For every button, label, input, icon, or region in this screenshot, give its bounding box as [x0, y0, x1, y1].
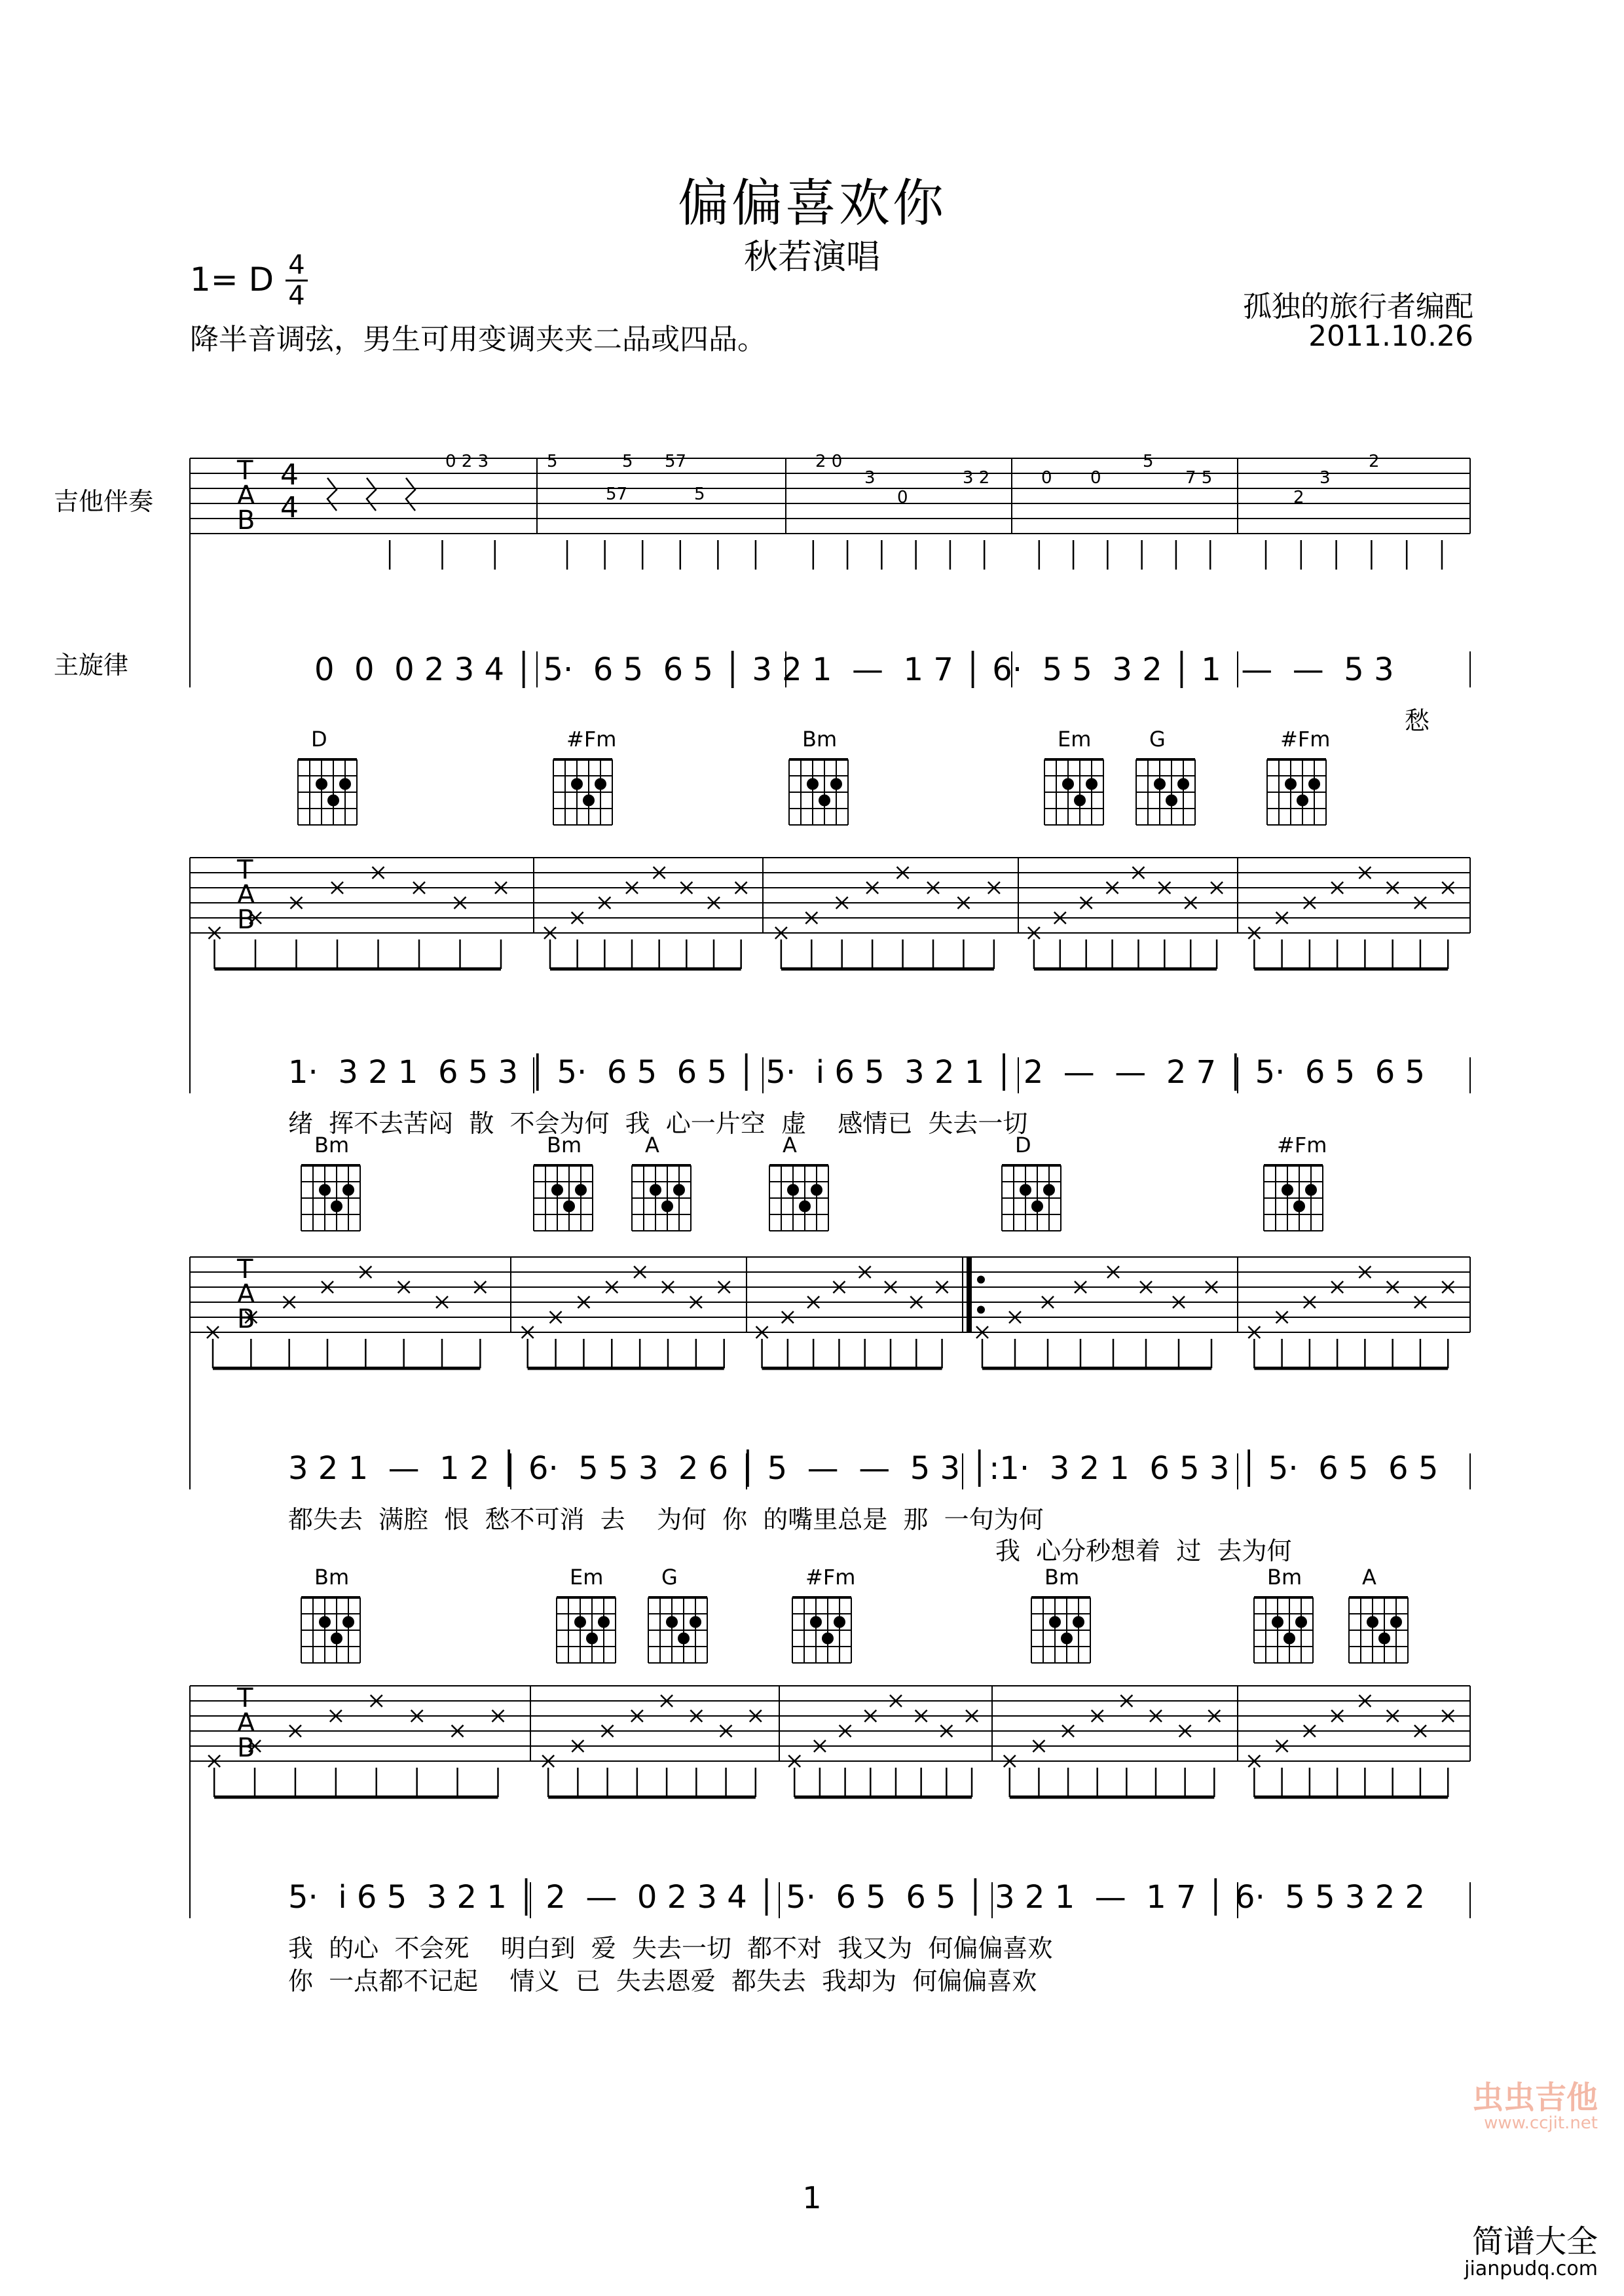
- melody-label: 主旋律: [54, 651, 129, 680]
- chord-finger-dot: [331, 1201, 342, 1212]
- tab-letter-a: A: [237, 1708, 255, 1738]
- chord-name: #Fm: [1280, 727, 1331, 752]
- chord-finger-dot: [595, 779, 606, 790]
- tab-letter-a: A: [237, 880, 255, 910]
- fret-number: 2: [1369, 452, 1380, 471]
- chord-name: Em: [570, 1565, 604, 1590]
- rest-symbol: [327, 478, 337, 511]
- chord-finger-dot: [1391, 1617, 1401, 1628]
- chord-finger-dot: [800, 1201, 810, 1212]
- chord-finger-dot: [811, 1617, 821, 1628]
- fret-number: 5: [622, 452, 633, 471]
- tab-letter-b: B: [237, 505, 255, 536]
- melody-line-2: 1· 3 2 1 6 5 3 │ 5· 6 5 6 5 │ 5· i 6 5 3 2 1 │ 2 — — 2 7 │ 5· 6 5 6 5: [288, 1054, 1426, 1091]
- chord-finger-dot: [667, 1617, 677, 1628]
- lyric-line-4a: 我 的心 不会死 明白到 爱 失去一切 都不对 我又为 何偏偏喜欢: [288, 1934, 1053, 1963]
- chord-finger-dot: [650, 1185, 661, 1195]
- fret-number: 0: [1090, 468, 1101, 488]
- tab-letter-t: T: [237, 456, 253, 486]
- chord-name: A: [783, 1133, 797, 1157]
- chord-finger-dot: [1050, 1617, 1060, 1628]
- chord-finger-dot: [583, 795, 594, 806]
- fret-number: 3 2: [963, 468, 990, 488]
- watermark-url: www.ccjit.net: [1484, 2113, 1598, 2133]
- lyric-line-3a: 都失去 满腔 恨 愁不可消 去 为何 你 的嘴里总是 那 一句为何: [288, 1505, 1044, 1534]
- chord-finger-dot: [822, 1633, 833, 1644]
- chord-finger-dot: [1296, 1617, 1306, 1628]
- fret-number: 2: [1293, 488, 1304, 507]
- chord-finger-dot: [1297, 795, 1308, 806]
- chord-finger-dot: [678, 1633, 689, 1644]
- chord-finger-dot: [1032, 1201, 1043, 1212]
- arrangement-date: 2011.10.26: [1308, 319, 1473, 353]
- staff-time-signature: 4: [280, 491, 299, 524]
- chord-finger-dot: [674, 1185, 684, 1195]
- staff-time-signature: 4: [280, 458, 299, 492]
- chord-finger-dot: [1285, 779, 1296, 790]
- chord-name: A: [1362, 1565, 1376, 1590]
- chord-finger-dot: [564, 1201, 574, 1212]
- rest-symbol: [367, 478, 376, 511]
- chord-finger-dot: [1284, 1633, 1295, 1644]
- page-title: 偏偏喜欢你: [677, 174, 946, 233]
- repeat-dot: [978, 1307, 984, 1313]
- chord-name: #Fm: [566, 727, 617, 752]
- fret-number: 0: [1041, 468, 1052, 488]
- chord-finger-dot: [1272, 1617, 1283, 1628]
- chord-name: G: [661, 1565, 678, 1590]
- fret-number: 2 0: [815, 452, 843, 471]
- chord-finger-dot: [340, 779, 350, 790]
- chord-finger-dot: [788, 1185, 798, 1195]
- chord-finger-dot: [1086, 779, 1097, 790]
- melody-line-4: 5· i 6 5 3 2 1 │ 2 — 0 2 3 4 │ 5· 6 5 6 5 │ 3 2 1 — 1 7 │ 6· 5 5 3 2 2: [288, 1879, 1426, 1916]
- chord-finger-dot: [572, 779, 582, 790]
- tab-letter-b: B: [237, 905, 255, 935]
- chord-finger-dot: [819, 795, 830, 806]
- chord-finger-dot: [316, 779, 327, 790]
- tuning-note: 降半音调弦，男生可用变调夹夹二品或四品。: [190, 323, 766, 356]
- rest-symbol: [406, 478, 415, 511]
- chord-finger-dot: [576, 1185, 586, 1195]
- chord-name: Bm: [314, 1565, 350, 1590]
- chord-name: D: [1015, 1133, 1031, 1157]
- chord-finger-dot: [320, 1617, 330, 1628]
- chord-finger-dot: [1309, 779, 1320, 790]
- fret-number: 5: [547, 452, 558, 471]
- guitar-label: 吉他伴奏: [54, 487, 154, 516]
- tab-letter-t: T: [237, 855, 253, 885]
- chord-name: D: [311, 727, 327, 752]
- chord-finger-dot: [1063, 779, 1073, 790]
- lyric-line-1: 愁: [1405, 706, 1430, 735]
- site-logo: 简谱大全: [1471, 2223, 1598, 2260]
- tab-letter-a: A: [237, 1279, 255, 1309]
- chord-finger-dot: [811, 1185, 822, 1195]
- chord-name: Bm: [314, 1133, 350, 1157]
- tab-letter-b: B: [237, 1304, 255, 1334]
- chord-finger-dot: [831, 779, 841, 790]
- chord-finger-dot: [343, 1617, 354, 1628]
- fret-number: 0 2 3: [445, 452, 489, 471]
- repeat-dot: [978, 1277, 984, 1283]
- chord-finger-dot: [1154, 779, 1165, 790]
- chord-finger-dot: [1367, 1617, 1378, 1628]
- chord-finger-dot: [1044, 1185, 1054, 1195]
- chord-finger-dot: [343, 1185, 354, 1195]
- chord-name: #Fm: [805, 1565, 856, 1590]
- chord-finger-dot: [328, 795, 339, 806]
- chord-finger-dot: [690, 1617, 701, 1628]
- tab-letter-t: T: [237, 1254, 253, 1285]
- fret-number: 3: [1320, 468, 1331, 488]
- page-number: 1: [802, 2180, 822, 2215]
- fret-number: 57: [606, 484, 628, 504]
- chord-finger-dot: [1306, 1185, 1316, 1195]
- chord-finger-dot: [662, 1201, 673, 1212]
- tab-letter-b: B: [237, 1733, 255, 1763]
- key-signature: 1= D: [190, 261, 274, 299]
- chord-name: G: [1149, 727, 1166, 752]
- chord-finger-dot: [1178, 779, 1189, 790]
- lyric-line-3b: 我 心分秒想着 过 去为何: [995, 1537, 1292, 1565]
- fret-number: 3: [864, 468, 876, 488]
- chord-finger-dot: [1075, 795, 1085, 806]
- chord-finger-dot: [834, 1617, 845, 1628]
- melody-line-1: 0 0 0 2 3 4 │ 5· 6 5 6 5 │ 3 2 1 — 1 7 │ 6· 5 5 3 2 │ 1 — — 5 3: [314, 651, 1394, 688]
- chord-finger-dot: [1294, 1201, 1304, 1212]
- fret-number: 5: [1143, 452, 1154, 471]
- arranger-credit: 孤独的旅行者编配: [1243, 290, 1473, 323]
- melody-line-3: 3 2 1 — 1 2 │ 6· 5 5 3 2 6 │ 5 — — 5 3 │:1· 3 2 1 6 5 3 │ 5· 6 5 6 5: [288, 1450, 1439, 1487]
- chord-name: Bm: [547, 1133, 582, 1157]
- fret-number: 5: [694, 484, 705, 504]
- chord-finger-dot: [599, 1617, 609, 1628]
- lyric-line-2: 绪 挥不去苦闷 散 不会为何 我 心一片空 虚 感情已 失去一切: [288, 1109, 1028, 1138]
- chord-name: Bm: [802, 727, 838, 752]
- chord-name: Em: [1058, 727, 1092, 752]
- chord-finger-dot: [320, 1185, 330, 1195]
- chord-finger-dot: [1073, 1617, 1084, 1628]
- chord-finger-dot: [331, 1633, 342, 1644]
- chord-name: Bm: [1044, 1565, 1080, 1590]
- fret-number: 0: [897, 488, 908, 507]
- chord-finger-dot: [1379, 1633, 1390, 1644]
- fret-number: 57: [665, 452, 687, 471]
- time-signature-top: 4: [288, 250, 305, 280]
- fret-number: 7 5: [1185, 468, 1213, 488]
- chord-finger-dot: [807, 779, 818, 790]
- chord-finger-dot: [1020, 1185, 1031, 1195]
- watermark-text: 虫虫吉他: [1471, 2079, 1598, 2116]
- chord-name: #Fm: [1277, 1133, 1327, 1157]
- chord-name: Bm: [1267, 1565, 1302, 1590]
- singer-subtitle: 秋若演唱: [743, 238, 880, 277]
- time-signature-bottom: 4: [288, 281, 305, 311]
- lyric-line-4b: 你 一点都不记起 情义 已 失去恩爱 都失去 我却为 何偏偏喜欢: [288, 1967, 1037, 1995]
- chord-finger-dot: [587, 1633, 597, 1644]
- chord-finger-dot: [552, 1185, 563, 1195]
- chord-finger-dot: [575, 1617, 585, 1628]
- site-url: jianpudq.com: [1464, 2257, 1598, 2280]
- chord-finger-dot: [1282, 1185, 1293, 1195]
- tab-letter-a: A: [237, 481, 255, 511]
- chord-finger-dot: [1061, 1633, 1072, 1644]
- chord-name: A: [645, 1133, 659, 1157]
- tab-letter-t: T: [237, 1683, 253, 1713]
- chord-finger-dot: [1166, 795, 1177, 806]
